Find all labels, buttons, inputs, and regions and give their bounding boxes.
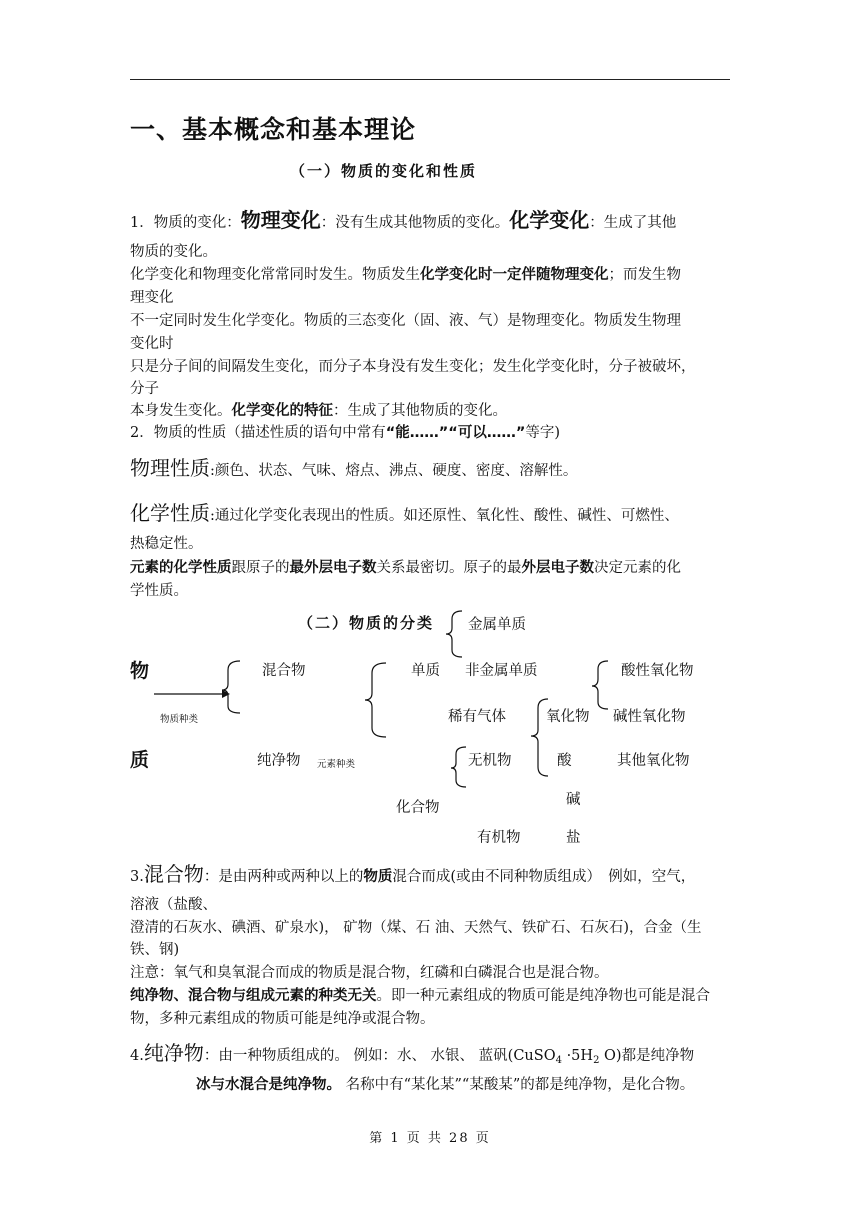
p9-bold-3: 外层电子数 <box>521 560 594 576</box>
p14-text-b: ·5H <box>561 1048 594 1064</box>
p5-text-b: ：生成了其他物质的变化。 <box>333 403 507 419</box>
p6-bold-2: “可以……” <box>448 425 526 441</box>
p9-bold-1: 元素的化学性质 <box>130 560 232 576</box>
paragraph-13 <box>130 984 710 1005</box>
node-noble-gas: 稀有气体 <box>448 709 506 725</box>
p7-def: :颜色、状态、气味、熔点、沸点、硬度、密度、溶解性。 <box>210 463 578 479</box>
paragraph-9-cont: 学性质。 <box>130 583 188 599</box>
node-compound: 化合物 <box>396 800 440 816</box>
paragraph-13-cont: 物，多种元素组成的物质可能是纯净或混合物。 <box>130 1011 435 1027</box>
paragraph-15 <box>196 1073 694 1094</box>
node-other-oxide: 其他氧化物 <box>617 753 690 769</box>
p9-text-b: 关系最密切。原子的最 <box>376 560 522 576</box>
section-title-2: （二）物质的分类 <box>298 614 435 632</box>
node-organic: 有机物 <box>477 830 521 846</box>
paragraph-8-cont: 热稳定性。 <box>130 536 203 552</box>
term-physical-change: 物理变化 <box>240 208 321 232</box>
p9-text-c: 决定元素的化 <box>594 560 681 576</box>
p14-subscript-1: 4 <box>555 1055 562 1066</box>
term-physical-property: 物理性质 <box>130 456 210 480</box>
p6-bold-1: “能……” <box>385 425 449 441</box>
page-footer: 第 1 页 共 28 页 <box>369 1131 491 1146</box>
node-metal: 金属单质 <box>468 617 526 633</box>
paragraph-11: 澄清的石灰水、碘酒、矿泉水)， 矿物（煤、石 油、天然气、铁矿石、石灰石)，合金（生 <box>130 920 702 936</box>
p2-text-b: ；而发生物 <box>608 267 681 283</box>
p8-def: :通过化学变化表现出的性质。如还原性、氧化性、酸性、碱性、可燃性、 <box>210 508 679 524</box>
chapter-heading: 一、基本概念和基本理论 <box>130 115 417 144</box>
element-kind-label: 元素种类 <box>317 759 356 770</box>
paragraph-4: 只是分子间的间隔发生变化，而分子本身没有发生变化；发生化学变化时，分子被破坏， <box>130 359 696 375</box>
p14-subscript-2: 2 <box>593 1055 600 1066</box>
p10-num: 3. <box>130 869 144 885</box>
diagram-zhi: 质 <box>130 749 150 771</box>
p6-text-b: 等字) <box>525 425 561 441</box>
p14-text-a: ：由一种物质组成的。 例如：水、 水银、 蓝矾(CuSO <box>203 1048 556 1064</box>
p9-text-a: 跟原子的 <box>231 560 290 576</box>
p14-num: 4. <box>130 1048 144 1064</box>
paragraph-12: 注意：氧气和臭氧混合而成的物质是混合物，红磷和白磷混合也是混合物。 <box>130 965 609 981</box>
p5-text-a: 本身发生变化。 <box>130 403 232 419</box>
diagram-wu: 物 <box>130 660 150 682</box>
p5-bold: 化学变化的特征 <box>231 403 333 419</box>
paragraph-10-cont: 溶液（盐酸、 <box>130 897 217 913</box>
term-mixture: 混合物 <box>143 862 204 886</box>
paragraph-11-cont: 铁、钢) <box>130 942 180 958</box>
node-oxide: 氧化物 <box>546 709 590 725</box>
node-inorganic: 无机物 <box>468 753 512 769</box>
p1-physical-def: ：没有生成其他物质的变化。 <box>320 215 510 231</box>
p6-text-a: 2．物质的性质（描述性质的语句中常有 <box>130 425 386 441</box>
arrow-label: 物质种类 <box>160 714 199 725</box>
p2-bold: 化学变化时一定伴随物理变化 <box>420 267 609 283</box>
paragraph-2-cont: 理变化 <box>130 290 174 306</box>
paragraph-3: 不一定同时发生化学变化。物质的三态变化（固、液、气）是物理变化。物质发生物理 <box>130 313 681 329</box>
p15-bold: 冰与水混合是纯净物。 <box>196 1077 341 1093</box>
node-mixture: 混合物 <box>262 663 306 679</box>
node-pure: 纯净物 <box>257 753 301 769</box>
section-title-1: （一）物质的变化和性质 <box>290 162 478 180</box>
p10-bold: 物质 <box>363 869 393 885</box>
term-chemical-change: 化学变化 <box>509 208 590 232</box>
term-chemical-property: 化学性质 <box>130 501 210 525</box>
p10-text-b: 混合而成(或由不同种物质组成） 例如，空气， <box>392 869 696 885</box>
p15-text-a: 名称中有“某化某”“某酸某”的都是纯净物，是化合物。 <box>341 1077 695 1093</box>
paragraph-1-cont: 物质的变化。 <box>130 244 217 260</box>
node-elemental: 单质 <box>411 663 440 679</box>
node-salt: 盐 <box>566 830 581 846</box>
p2-text-a: 化学变化和物理变化常常同时发生。物质发生 <box>130 267 420 283</box>
node-basic-oxide: 碱性氧化物 <box>613 709 686 725</box>
paragraph-3-cont: 变化时 <box>130 336 174 352</box>
node-nonmetal: 非金属单质 <box>465 663 538 679</box>
paragraph-4-cont: 分子 <box>130 381 159 397</box>
p1-chemical-def: ：生成了其他 <box>589 215 677 231</box>
term-pure-substance: 纯净物 <box>143 1041 204 1065</box>
node-acidic-oxide: 酸性氧化物 <box>621 663 694 679</box>
node-base: 碱 <box>566 792 581 808</box>
p13-bold: 纯净物、混合物与组成元素的种类无关 <box>130 988 377 1004</box>
paragraph-14 <box>130 1037 694 1066</box>
node-acid: 酸 <box>557 753 572 769</box>
p1-prefix: 1．物质的变化： <box>130 215 241 231</box>
paragraph-10 <box>130 858 695 887</box>
p10-text-a: ：是由两种或两种以上的 <box>203 869 364 885</box>
p13-text-a: 。即一种元素组成的物质可能是纯净物也可能是混合 <box>376 988 710 1004</box>
p14-text-c: O)都是纯净物 <box>599 1048 695 1064</box>
p9-bold-2: 最外层电子数 <box>289 560 377 576</box>
